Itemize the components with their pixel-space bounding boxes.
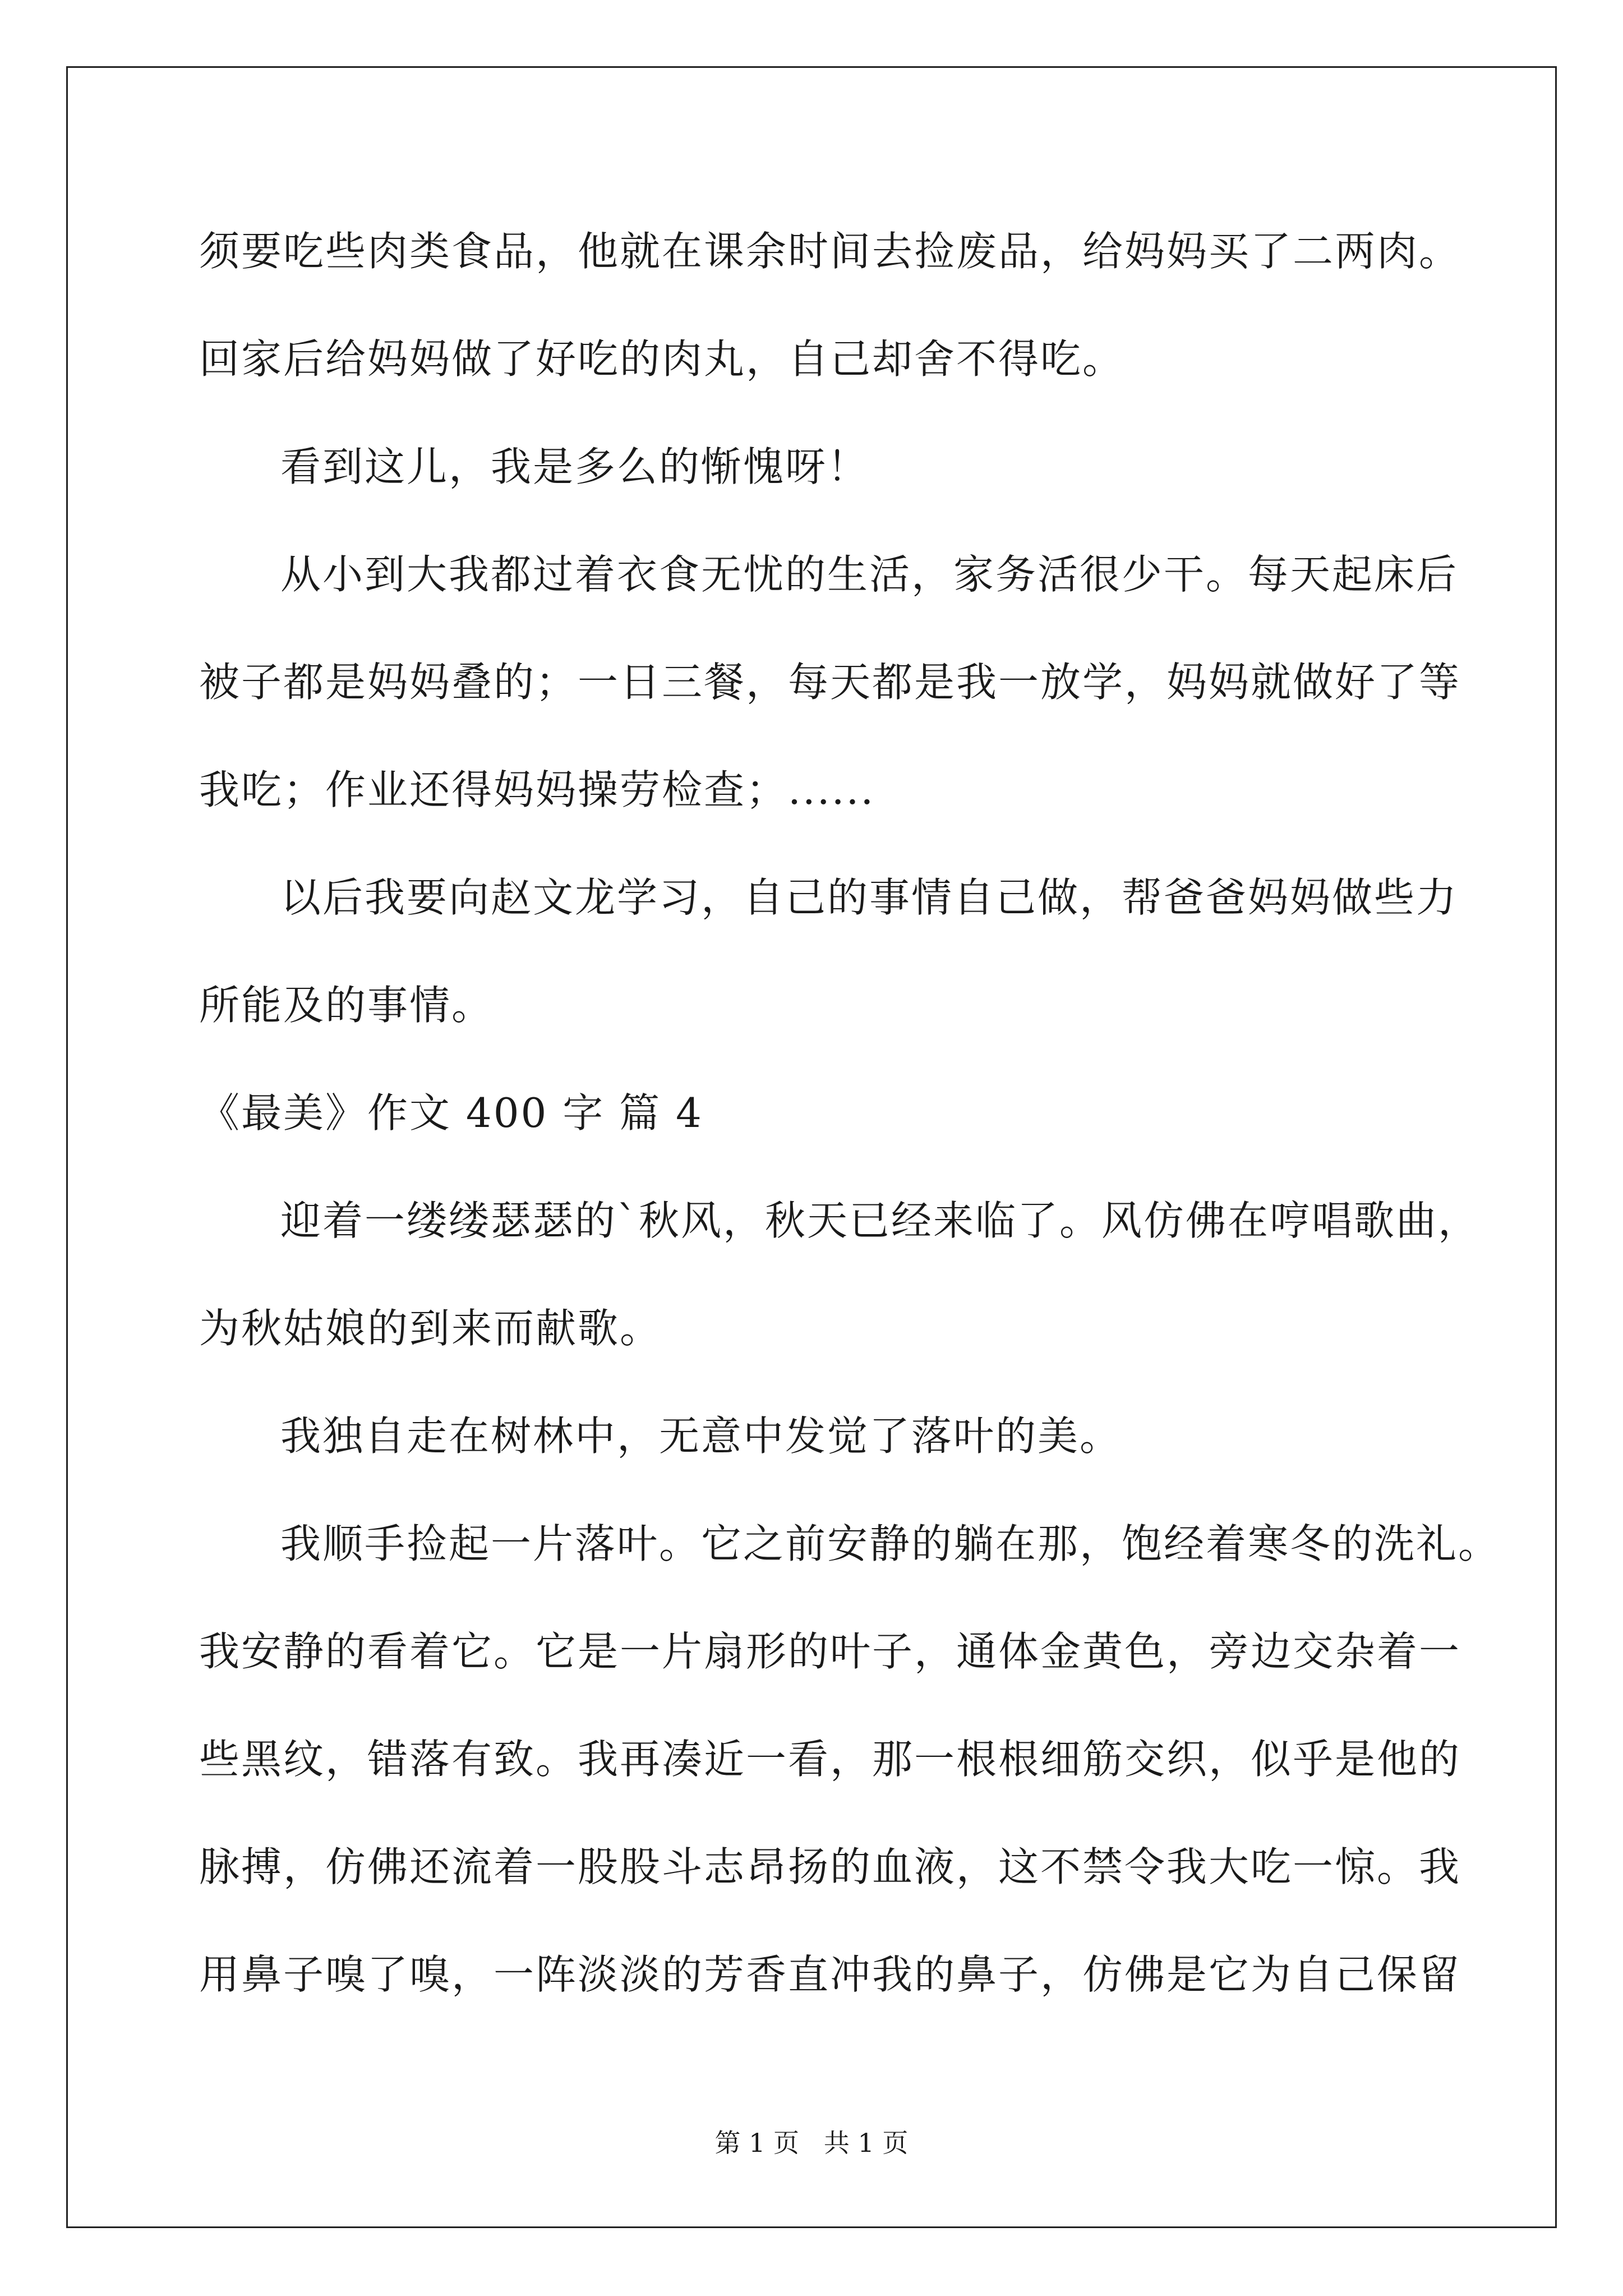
text-line: 些黑纹，错落有致。我再凑近一看，那一根根细筋交织，似乎是他的 bbox=[199, 1736, 1461, 1783]
text-line: 迎着一缕缕瑟瑟的`秋风，秋天已经来临了。风仿佛在哼唱歌曲， bbox=[280, 1197, 1481, 1244]
text-line: 用鼻子嗅了嗅，一阵淡淡的芳香直冲我的鼻子，仿佛是它为自己保留 bbox=[199, 1951, 1461, 1998]
text-line: 我吃；作业还得妈妈操劳检查；...... bbox=[199, 766, 875, 813]
text-line: 我顺手捡起一片落叶。它之前安静的躺在那，饱经着寒冬的洗礼。 bbox=[280, 1520, 1501, 1567]
text-line: 看到这儿，我是多么的惭愧呀！ bbox=[280, 443, 870, 490]
page-footer: 第 1 页 共 1 页 bbox=[714, 2128, 909, 2158]
text-line: 须要吃些肉类食品，他就在课余时间去捡废品，给妈妈买了二两肉。 bbox=[199, 228, 1461, 275]
text-line: 所能及的事情。 bbox=[199, 982, 494, 1029]
text-line: 脉搏，仿佛还流着一股股斗志昂扬的血液，这不禁令我大吃一惊。我 bbox=[199, 1843, 1461, 1890]
text-line: 为秋姑娘的到来而献歌。 bbox=[199, 1305, 662, 1352]
text-line: 从小到大我都过着衣食无忧的生活，家务活很少干。每天起床后 bbox=[280, 551, 1459, 598]
text-line: 被子都是妈妈叠的；一日三餐，每天都是我一放学，妈妈就做好了等 bbox=[199, 659, 1461, 706]
text-line: 我独自走在树林中，无意中发觉了落叶的美。 bbox=[280, 1412, 1122, 1460]
text-line: 以后我要向赵文龙学习，自己的事情自己做，帮爸爸妈妈做些力 bbox=[280, 874, 1459, 921]
page-border bbox=[66, 66, 1557, 2228]
text-line: 我安静的看着它。它是一片扇形的叶子，通体金黄色，旁边交杂着一 bbox=[199, 1628, 1461, 1675]
text-line: 回家后给妈妈做了好吃的肉丸，自己却舍不得吃。 bbox=[199, 335, 1125, 383]
section-heading: 《最美》作文 400 字 篇 4 bbox=[199, 1089, 703, 1137]
